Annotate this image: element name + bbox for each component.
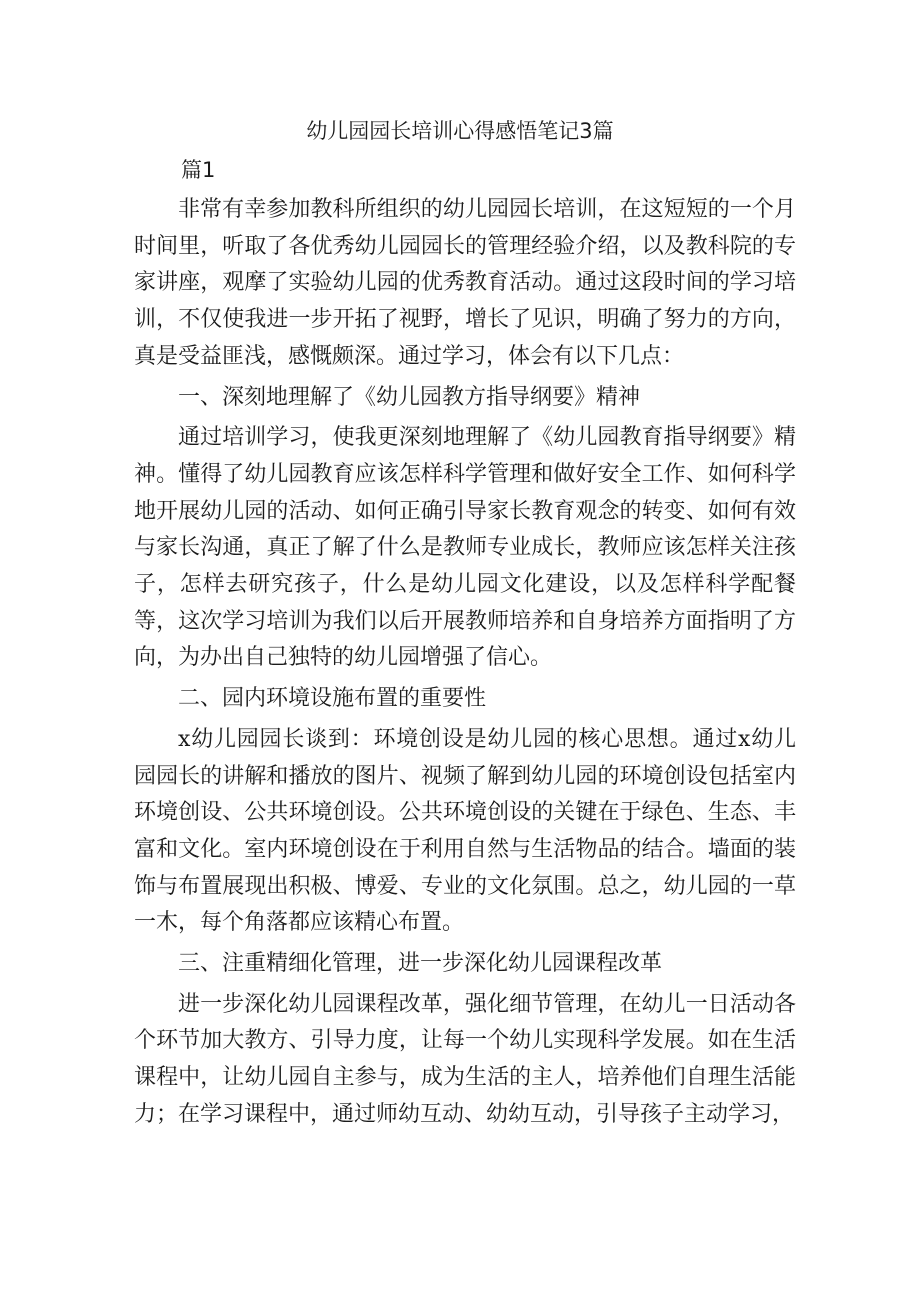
section-heading-3: 三、注重精细化管理，进一步深化幼儿园课程改革	[178, 951, 663, 977]
paragraph-section-2: x幼儿园园长谈到：环境创设是幼儿园的核心思想。通过x幼儿园园长的讲解和播放的图片、视频了解到幼儿园的环境创设包括室内环境创设、公共环境创设。公共环境创设的关键在于绿色、生态、丰富和文化。室内环境创设在于利用自然与生活物品的结合。墙面的装饰与布置展现出积极、博爱、专业的文化氛围。总之，幼儿园的一草一木，每个角落都应该精心布置。	[134, 726, 796, 936]
part-heading: 篇1	[181, 158, 216, 182]
section-heading-2: 二、园内环境设施布置的重要性	[178, 686, 487, 712]
document-body	[134, 192, 796, 1134]
paragraph-section-3: 进一步深化幼儿园课程改革，强化细节管理，在幼儿一日活动各个环节加大教方、引导力度，让每一个幼儿实现科学发展。如在生活课程中，让幼儿园自主参与，成为生活的主人，培养他们自理生活能力；在学习课程中，通过师幼互动、幼幼互动，引导孩子主动学习，	[134, 991, 796, 1127]
document-title: 幼儿园园长培训心得感悟笔记3篇	[306, 119, 614, 143]
section-heading-1: 一、深刻地理解了《幼儿园教方指导纲要》精神	[178, 384, 641, 410]
paragraph-intro: 非常有幸参加教科所组织的幼儿园园长培训，在这短短的一个月时间里，听取了各优秀幼儿园园长的管理经验介绍，以及教科院的专家讲座，观摩了实验幼儿园的优秀教育活动。通过这段时间的学习培训，不仅使我进一步开拓了视野，增长了见识，明确了努力的方向，真是受益匪浅，感慨颇深。通过学习，体会有以下几点：	[134, 197, 796, 369]
paragraph-section-1: 通过培训学习，使我更深刻地理解了《幼儿园教育指导纲要》精神。懂得了幼儿园教育应该怎样科学管理和做好安全工作、如何科学地开展幼儿园的活动、如何正确引导家长教育观念的转变、如何有效与家长沟通，真正了解了什么是教师专业成长，教师应该怎样关注孩子，怎样去研究孩子，什么是幼儿园文化建设，以及怎样科学配餐等，这次学习培训为我们以后开展教师培养和自身培养方面指明了方向，为办出自己独特的幼儿园增强了信心。	[134, 425, 796, 671]
